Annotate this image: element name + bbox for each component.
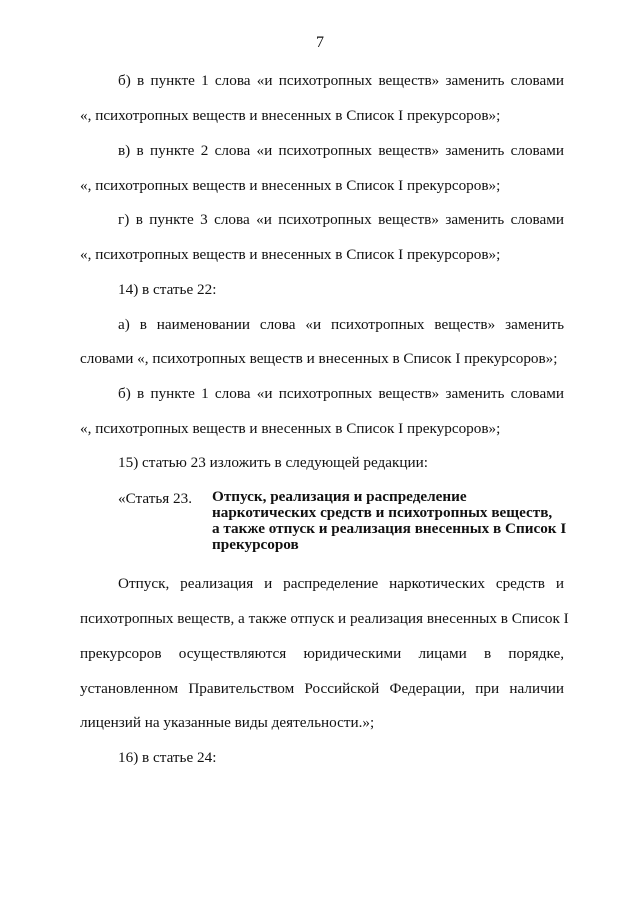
text-line: 16) в статье 24:: [118, 749, 217, 766]
article-title-line: прекурсоров: [212, 536, 299, 553]
text-line: «, психотропных веществ и внесенных в Список I прекурсоров»;: [80, 420, 501, 437]
text-line: словами «, психотропных веществ и внесенных в Список I прекурсоров»;: [80, 350, 558, 367]
body-line: прекурсоров осуществляются юридическими лицами в порядке,: [80, 645, 564, 662]
body-line: Отпуск, реализация и распределение наркотических средств и: [118, 575, 564, 592]
text-line: «, психотропных веществ и внесенных в Список I прекурсоров»;: [80, 177, 501, 194]
text-line: 14) в статье 22:: [118, 281, 217, 298]
page-number: 7: [316, 34, 324, 51]
text-line: в) в пункте 2 слова «и психотропных веществ» заменить словами: [118, 142, 564, 159]
text-line: 15) статью 23 изложить в следующей редакции:: [118, 454, 428, 471]
text-line: а) в наименовании слова «и психотропных веществ» заменить: [118, 316, 564, 333]
text-line: г) в пункте 3 слова «и психотропных веществ» заменить словами: [118, 211, 564, 228]
article-label: «Статья 23.: [118, 490, 193, 507]
article-title-line: а также отпуск и реализация внесенных в Список I: [212, 520, 567, 537]
body-line: установленном Правительством Российской Федерации, при наличии: [80, 680, 564, 697]
text-line: «, психотропных веществ и внесенных в Список I прекурсоров»;: [80, 246, 501, 263]
text-line: б) в пункте 1 слова «и психотропных веществ» заменить словами: [118, 72, 564, 89]
article-title: [212, 489, 572, 553]
article-title-line: Отпуск, реализация и распределение: [212, 488, 467, 505]
article-title-line: наркотических средств и психотропных веществ,: [212, 504, 553, 521]
text-line: «, психотропных веществ и внесенных в Список I прекурсоров»;: [80, 107, 501, 124]
body-line: психотропных веществ, а также отпуск и реализация внесенных в Список I: [80, 610, 569, 627]
text-line: б) в пункте 1 слова «и психотропных веществ» заменить словами: [118, 385, 564, 402]
body-line: лицензий на указанные виды деятельности.»;: [80, 714, 375, 731]
